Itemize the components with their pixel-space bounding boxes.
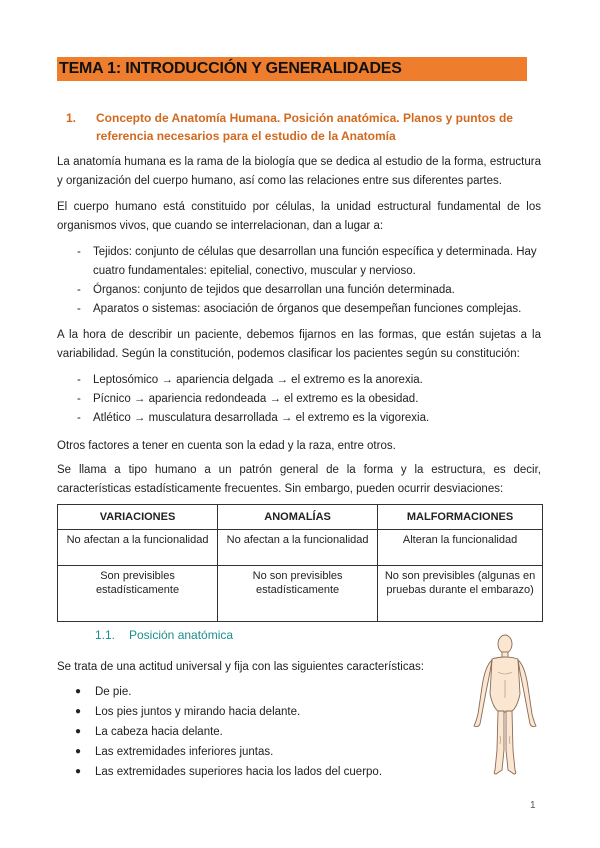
list-item: - Aparatos o sistemas: asociación de órganos que desempeñan funciones complejas. bbox=[77, 303, 522, 315]
list-item: ● Las extremidades inferiores juntas. bbox=[75, 746, 274, 758]
table-cell: Son previsibles estadísticamente bbox=[58, 566, 218, 622]
list-item: - Tejidos: conjunto de células que desarrollan una función específica y determinada. Hay cuatro fundamentales: epitelial, conectivo, muscular y nervioso. bbox=[77, 246, 537, 277]
list-item: - Leptosómico → apariencia delgada → el extremo es la anorexia. bbox=[77, 374, 423, 386]
subsection-heading bbox=[95, 626, 233, 644]
page-number: 1 bbox=[530, 800, 536, 811]
constitution-list bbox=[57, 371, 541, 428]
paragraph-factors: Otros factores a tener en cuenta son la edad y la raza, entre otros. bbox=[57, 440, 396, 452]
table-cell: No son previsibles (algunas en pruebas durante el embarazo) bbox=[378, 566, 543, 622]
list-item: - Órganos: conjunto de tejidos que desarrollan una función determinada. bbox=[77, 284, 455, 296]
table-cell: No son previsibles estadísticamente bbox=[218, 566, 378, 622]
section-number: 1. bbox=[66, 111, 77, 125]
paragraph-constitution: A la hora de describir un paciente, debemos fijarnos en las formas, que están sujetas a la variabilidad. Según la constitución, podemos clasificar los pacientes según su constitución: bbox=[57, 329, 541, 360]
list-item: ● De pie. bbox=[75, 686, 132, 698]
table-cell: No afectan a la funcionalidad bbox=[58, 530, 218, 566]
table-header: MALFORMACIONES bbox=[378, 505, 543, 530]
table-row bbox=[58, 530, 543, 566]
tissue-list bbox=[57, 243, 541, 319]
paragraph-definition: La anatomía humana es la rama de la biología que se dedica al estudio de la forma, estructura y organización del cuerpo humano, así como las relaciones entre sus diferentes partes. bbox=[57, 156, 541, 187]
section-title: Concepto de Anatomía Humana. Posición anatómica. Planos y puntos de referencia necesarios para el estudio de la Anatomía bbox=[96, 111, 513, 143]
subsection-title: Posición anatómica bbox=[129, 628, 234, 642]
table-cell: No afectan a la funcionalidad bbox=[218, 530, 378, 566]
paragraph-human-type: Se llama a tipo humano a un patrón general de la forma y la estructura, es decir, características estadísticamente frecuentes. Sin embargo, pueden ocurrir desviaciones: bbox=[57, 464, 541, 495]
position-bullets bbox=[57, 682, 437, 782]
anatomical-figure-illustration bbox=[460, 632, 550, 782]
table-header: ANOMALÍAS bbox=[218, 505, 378, 530]
list-item: - Pícnico → apariencia redondeada → el extremo es la obesidad. bbox=[77, 393, 419, 405]
deviations-table bbox=[57, 504, 543, 622]
paragraph-position: Se trata de una actitud universal y fija con las siguientes características: bbox=[57, 661, 424, 673]
table-header: VARIACIONES bbox=[58, 505, 218, 530]
chapter-title: TEMA 1: INTRODUCCIÓN Y GENERALIDADES bbox=[57, 57, 527, 81]
table-header-row bbox=[58, 505, 543, 530]
list-item: ● Las extremidades superiores hacia los lados del cuerpo. bbox=[75, 766, 383, 778]
table-cell: Alteran la funcionalidad bbox=[378, 530, 543, 566]
list-item: ● La cabeza hacia delante. bbox=[75, 726, 223, 738]
list-item: ● Los pies juntos y mirando hacia delante. bbox=[75, 706, 301, 718]
list-item: - Atlético → musculatura desarrollada → el extremo es la vigorexia. bbox=[77, 412, 430, 424]
subsection-number: 1.1. bbox=[95, 628, 116, 642]
table-row bbox=[58, 566, 543, 622]
paragraph-cells: El cuerpo humano está constituido por células, la unidad estructural fundamental de los organismos vivos, que cuando se interrelacionan, dan a lugar a: bbox=[57, 201, 541, 232]
